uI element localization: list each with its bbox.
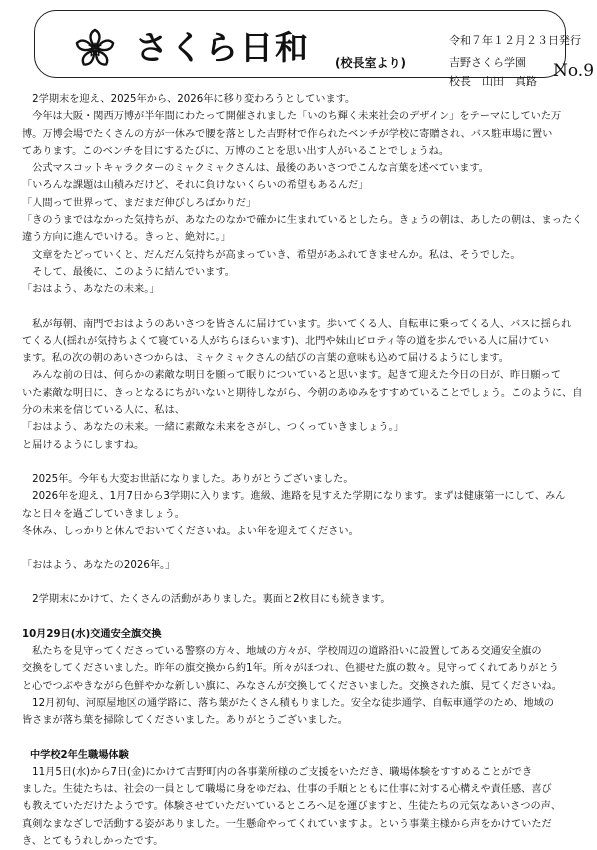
text-line: と届けるようにしますね。 bbox=[22, 439, 145, 451]
text-line: 「いろんな課題は山積みだけど、それに負けないくらいの希望もあるんだ」 bbox=[22, 180, 369, 192]
text-line: 2学期末にかけて、たくさんの活動がありました。裏面と2枚目にも続きます。 bbox=[22, 594, 391, 606]
svg-text:吉: 吉 bbox=[88, 43, 102, 59]
text-line: みんな前の日は、何らかの素敵な明日を願って眠りについていると思います。起きて迎えた今日の日が、昨日願って bbox=[22, 370, 561, 382]
text-line: 真剣なまなざしで活動する姿がありました。一生懸命やってくれていますよ。という事業主様から声をかけていただ bbox=[22, 818, 552, 830]
text-line: 私たちを見守ってくださっている警察の方々、地域の方々が、学校周辺の道路沿いに設置してある交通安全旗の bbox=[22, 646, 542, 658]
text-line: 公式マスコットキャラクターのミャクミャクさんは、最後のあいさつでこんな言葉を述べています。 bbox=[22, 163, 489, 175]
text-line: てあります。このベンチを目にするたびに、万博のことを思い出す人がいることでしょうね。 bbox=[22, 145, 450, 157]
newsletter-subtitle: (校長室より) bbox=[335, 56, 406, 70]
text-line: そして、最後に、このように結んでいます。 bbox=[22, 266, 235, 278]
sakura-logo-icon bbox=[73, 27, 117, 71]
text-line: 私が毎朝、南門でおはようのあいさつを皆さんに届けています。歩いてくる人、自転車に乗ってくる人、バスに揺られ bbox=[22, 318, 572, 330]
text-line: 「人間って世界って、まだまだ伸びしろばかりだ」 bbox=[22, 197, 257, 209]
text-line: 違う方向に進んでいける。きっと、絶対に。」 bbox=[22, 232, 231, 244]
text-line: 「おはよう、あなたの未来。一緒に素敵な未来をさがし、つくっていきましょう。」 bbox=[22, 422, 404, 434]
text-line: 冬休み、しっかりと休んでおいてくださいね。よい年を迎えてください。 bbox=[22, 525, 359, 537]
issue-date: 令和７年１２月２３日発行 bbox=[449, 34, 581, 47]
principal-name: 校長 山田 真路 bbox=[449, 75, 537, 88]
text-line: も教えていただけたようです。体験させていただいているところへ足を運びますと、生徒たちの元気なあいさつの声、 bbox=[22, 801, 562, 813]
paragraph-gap bbox=[22, 540, 584, 557]
paragraph-expo bbox=[22, 91, 584, 299]
paragraph-gap bbox=[22, 609, 584, 626]
school-name: 吉野さくら学園 bbox=[449, 56, 526, 69]
paragraph-greetings bbox=[22, 316, 584, 454]
text-line: 皆さまが落ち葉を掃除してくださいました。ありがとうございました。 bbox=[22, 715, 348, 727]
paragraph-gap bbox=[22, 299, 584, 316]
paragraph-gap bbox=[22, 574, 584, 591]
text-line: と心でつぶやきながら色鮮やかな新しい旗に、みなさんが交換してくださいました。交換された旗、見てくださいね。 bbox=[22, 680, 562, 692]
text-line: 文章をたどっていくと、だんだん気持ちが高まっていき、希望があふれてきませんか。私は、そうでした。 bbox=[22, 249, 521, 261]
paragraph-gap bbox=[22, 454, 584, 471]
text-line: 12月初旬、河原屋地区の通学路に、落ち葉がたくさん積もりました。安全な徒歩通学、自転車通学のため、地域の bbox=[22, 697, 555, 709]
text-line: 2025年。今年も大変お世話になりました。ありがとうございました。 bbox=[22, 473, 354, 485]
text-line: 2学期末を迎え、2025年から、2026年に移り変わろうとしています。 bbox=[22, 94, 356, 105]
text-line: ました。生徒たちは、社会の一員として職場に身をゆだね、仕事の手順とともに仕事に対する心構えや責任感、喜び bbox=[22, 784, 552, 796]
text-line: 「おはよう、あなたの未来。」 bbox=[22, 284, 160, 296]
section-traffic-flags bbox=[22, 643, 584, 729]
text-line: き、とてもうれしかったです。 bbox=[22, 835, 164, 847]
text-line: 交換をしてくださいました。昨年の旗交換から約1年。所々がほつれ、色褪せた旗の数々。見守ってくれてありがとう bbox=[22, 663, 559, 675]
text-line: 2026年を迎え、1月7日から3学期に入ります。進級、進路を見すえた学期になります。まずは健康第一にして、みん bbox=[22, 491, 566, 503]
text-line: 11月5日(水)から7日(金)にかけて吉野町内の各事業所様のご支援をいただき、職場体験をすすめることができ bbox=[22, 766, 533, 778]
text-line: ます。私の次の朝のあいさつからは、ミャクミャクさんの結びの言葉の意味も込めて届けるようにします。 bbox=[22, 353, 509, 365]
issue-number: No.9 bbox=[553, 61, 595, 81]
text-line: 「おはよう、あなたの2026年。」 bbox=[22, 560, 176, 572]
text-line: いた素敵な明日に、きっとなるにちがいないと期待しながら、今朝のあゆみをすすめていることでしょう。このように、自 bbox=[22, 387, 583, 399]
text-line: 博。万博会場でたくさんの方が一休みで腰を落とした吉野材で作られたベンチが学校に寄贈され、バス駐車場に置い bbox=[22, 128, 553, 140]
masthead bbox=[34, 10, 595, 88]
paragraph-gap bbox=[22, 730, 584, 747]
text-line: 分の未来を信じている人に、私は、 bbox=[22, 405, 185, 417]
section-work-experience bbox=[22, 764, 584, 850]
section-heading-traffic-flags: 10月29日(水)交通安全旗交換 bbox=[22, 628, 162, 640]
newsletter-body bbox=[22, 91, 584, 850]
text-line: 今年は大阪・関西万博が半年間にわたって開催されました「いのち輝く未来社会のデザイン」をテーマにしていた万 bbox=[22, 111, 562, 123]
paragraph-new-year bbox=[22, 471, 584, 540]
text-line: てくる人(揺れが気持ちよくて寝ている人がちらほらいます)、北門や妹山ピロティ等の道を歩んでいる人に届けてい bbox=[22, 335, 549, 347]
newsletter-title: さくら日和 bbox=[135, 28, 310, 67]
text-line: なと日々を過ごしていきましょう。 bbox=[22, 508, 185, 520]
section-heading-work-experience: 中学校2年生職場体験 bbox=[30, 749, 129, 761]
text-line: 「きのうまではなかった気持ちが、あなたのなかで確かに生まれているとしたら。きょうの朝は、あしたの朝は、まったく bbox=[22, 215, 583, 227]
